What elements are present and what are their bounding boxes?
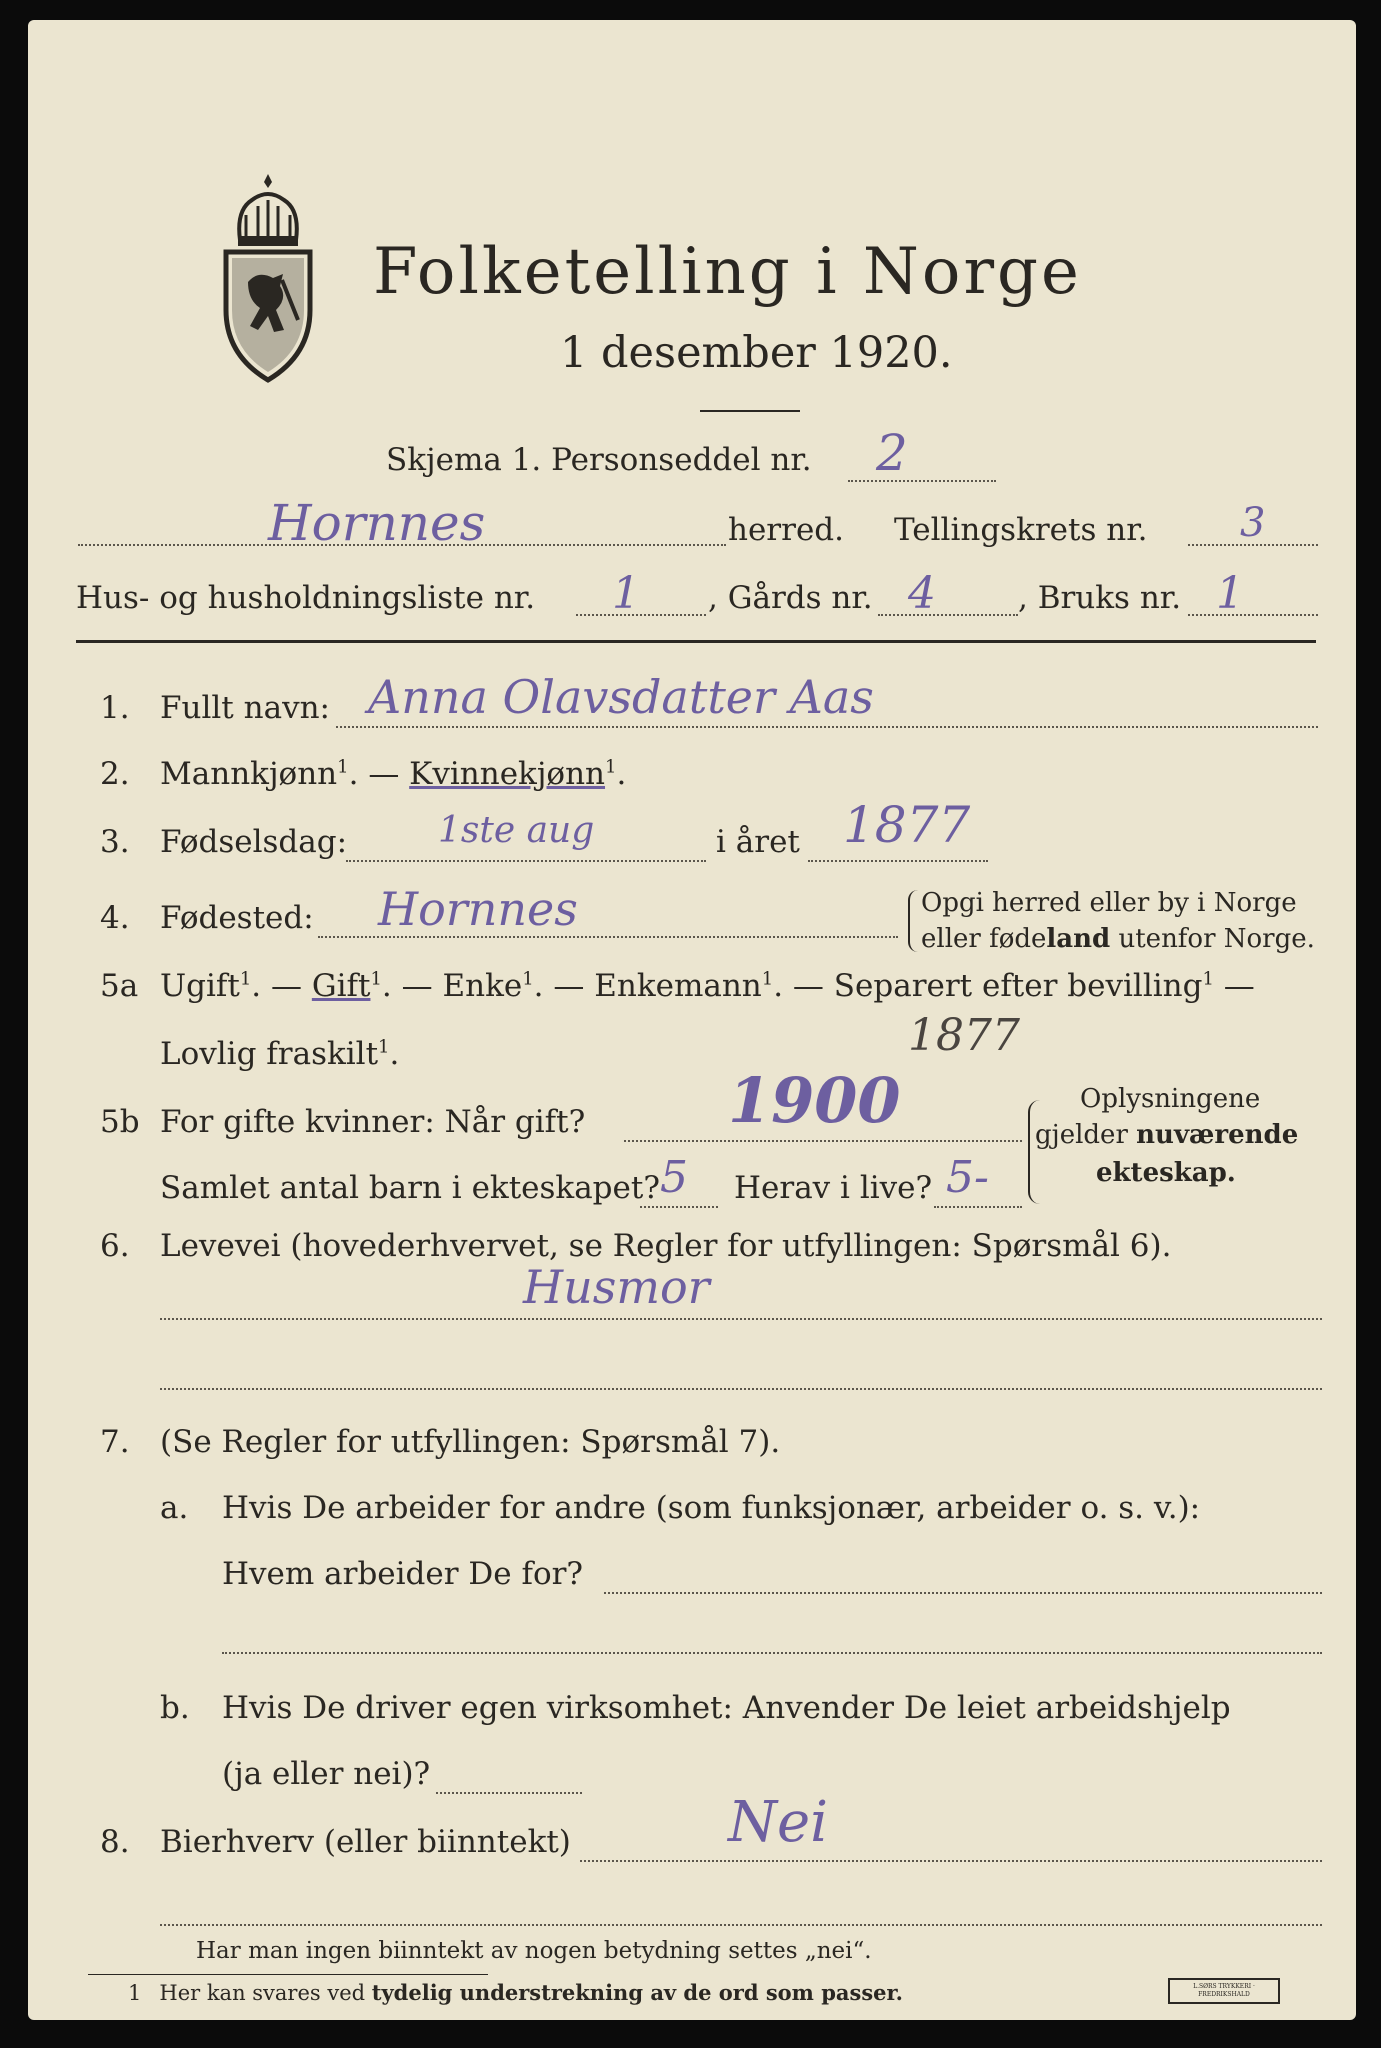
- q5b-note-brace: [1028, 1100, 1040, 1204]
- q5b-label: For gifte kvinner: Når gift?: [160, 1104, 586, 1140]
- q5a-lovlig: Lovlig fraskilt$^1$.: [160, 1036, 400, 1072]
- q5b-gift-line: [624, 1140, 1022, 1142]
- q5b-note-line3: ekteskap.: [1096, 1158, 1236, 1188]
- q6-line-1: [160, 1318, 1322, 1320]
- q5b-barn-line: [640, 1206, 718, 1208]
- q6-value[interactable]: Husmor: [523, 1260, 710, 1314]
- q5a-ugift[interactable]: Ugift: [160, 968, 240, 1004]
- q5a-gift[interactable]: Gift: [311, 968, 371, 1004]
- herred-value[interactable]: Hornnes: [268, 494, 486, 552]
- q7a-line-2: [222, 1652, 1322, 1654]
- biinntekt-note: Har man ingen biinntekt av nogen betydning settes „nei“.: [196, 1938, 872, 1964]
- q7a-label: Hvis De arbeider for andre (som funksjonær, arbeider o. s. v.):: [222, 1490, 1201, 1526]
- q7b-line: [436, 1792, 582, 1794]
- printer-stamp: L.SØRS TRYKKERI · FREDRIKSHALD: [1168, 1978, 1280, 2004]
- census-form: [28, 20, 1356, 2020]
- q3-day-line: [346, 860, 706, 862]
- q7b-question: (ja eller nei)?: [222, 1756, 431, 1792]
- q6-number: 6.: [100, 1228, 130, 1264]
- q1-value[interactable]: Anna Olavsdatter Aas: [368, 670, 874, 724]
- q7-number: 7.: [100, 1424, 130, 1460]
- q4-note-brace: [908, 890, 918, 952]
- q8-line-1: [580, 1860, 1322, 1862]
- q5a-number: 5a: [100, 968, 139, 1004]
- q7a-line-1: [604, 1592, 1322, 1594]
- q4-note-line2: eller fødeland utenfor Norge.: [921, 924, 1315, 954]
- gards-value[interactable]: 4: [908, 568, 936, 619]
- tellingskrets-label: Tellingskrets nr.: [894, 512, 1148, 548]
- bruks-value[interactable]: 1: [1216, 568, 1244, 619]
- q3-year-label: i året: [716, 824, 800, 860]
- personseddel-value[interactable]: 2: [876, 424, 908, 482]
- q3-day-value[interactable]: 1ste aug: [438, 810, 595, 851]
- q5b-barn-value[interactable]: 5: [660, 1152, 688, 1203]
- q7a-question: Hvem arbeider De for?: [222, 1556, 584, 1592]
- q5b-ilive-value[interactable]: 5-: [946, 1152, 989, 1203]
- q7b-letter: b.: [160, 1690, 190, 1726]
- q3-year-value[interactable]: 1877: [843, 796, 971, 854]
- q4-note-line1: Opgi herred eller by i Norge: [921, 888, 1297, 918]
- title-divider: [700, 410, 800, 412]
- personseddel-line: [848, 480, 996, 482]
- q3-year-line: [808, 860, 988, 862]
- header-divider: [76, 640, 1316, 643]
- q5b-note-line1: Oplysningene: [1080, 1084, 1261, 1114]
- q2-number: 2.: [100, 756, 130, 792]
- q6-line-2: [160, 1388, 1322, 1390]
- q8-line-2: [160, 1924, 1322, 1926]
- q1-number: 1.: [100, 690, 130, 726]
- coat-of-arms-icon: [218, 170, 318, 385]
- q6-label: Levevei (hovederhvervet, se Regler for utfyllingen: Spørsmål 6).: [160, 1228, 1172, 1264]
- q7-label: (Se Regler for utfyllingen: Spørsmål 7).: [160, 1424, 781, 1460]
- q8-value[interactable]: Nei: [728, 1790, 829, 1855]
- footnote: 1 Her kan svares ved tydelig understrekning av de ord som passer.: [128, 1980, 903, 2005]
- footnote-divider: [88, 1974, 488, 1975]
- q7a-letter: a.: [160, 1490, 189, 1526]
- q1-line: [336, 726, 1318, 728]
- q8-number: 8.: [100, 1824, 130, 1860]
- q5b-ilive-line: [934, 1206, 1022, 1208]
- husliste-label: Hus- og husholdningsliste nr.: [76, 580, 536, 616]
- q5a-separert[interactable]: Separert efter bevilling: [833, 968, 1203, 1004]
- q7b-label: Hvis De driver egen virksomhet: Anvender De leiet arbeidshjelp: [222, 1690, 1231, 1726]
- q2-female[interactable]: Kvinnekjønn: [409, 756, 606, 792]
- q2-male[interactable]: Mannkjønn: [160, 756, 338, 792]
- q4-line: [318, 936, 898, 938]
- q5a-options: Ugift$^1$. — Gift$^1$. — Enke$^1$. — Enkemann$^1$. — Separert efter bevilling$^1$ —: [160, 968, 1255, 1004]
- husliste-value[interactable]: 1: [612, 568, 640, 619]
- q5b-note-line2: gjelder nuværende: [1035, 1120, 1299, 1150]
- q1-label: Fullt navn:: [160, 690, 330, 726]
- q5a-enke[interactable]: Enke: [442, 968, 523, 1004]
- tellingskrets-value[interactable]: 3: [1240, 500, 1266, 546]
- gards-line: [878, 614, 1018, 616]
- q5a-enkemann[interactable]: Enkemann: [594, 968, 762, 1004]
- q4-number: 4.: [100, 900, 130, 936]
- q5b-barn-label: Samlet antal barn i ekteskapet?: [160, 1170, 660, 1206]
- q3-label: Fødselsdag:: [160, 824, 348, 860]
- gards-label: , Gårds nr.: [708, 580, 873, 616]
- bruks-line: [1188, 614, 1318, 616]
- q8-label: Bierhverv (eller biinntekt): [160, 1824, 571, 1860]
- herred-label: herred.: [728, 512, 844, 548]
- skjema-label: Skjema 1. Personseddel nr.: [386, 442, 812, 478]
- q5b-ilive-label: Herav i live?: [734, 1170, 933, 1206]
- q2-options: Mannkjønn$^1$. — Kvinnekjønn$^1$.: [160, 756, 627, 792]
- census-date: 1 desember 1920.: [560, 328, 953, 378]
- form-title: Folketelling i Norge: [373, 235, 1082, 309]
- husliste-line: [576, 614, 706, 616]
- bruks-label: , Bruks nr.: [1018, 580, 1182, 616]
- q3-number: 3.: [100, 824, 130, 860]
- q4-value[interactable]: Hornnes: [378, 882, 578, 936]
- q5a-annotation: 1877: [908, 1010, 1020, 1061]
- q5b-gift-value[interactable]: 1900: [728, 1064, 901, 1137]
- q4-label: Fødested:: [160, 900, 314, 936]
- q5b-number: 5b: [100, 1104, 140, 1140]
- q5a-fraskilt[interactable]: Lovlig fraskilt: [160, 1036, 379, 1072]
